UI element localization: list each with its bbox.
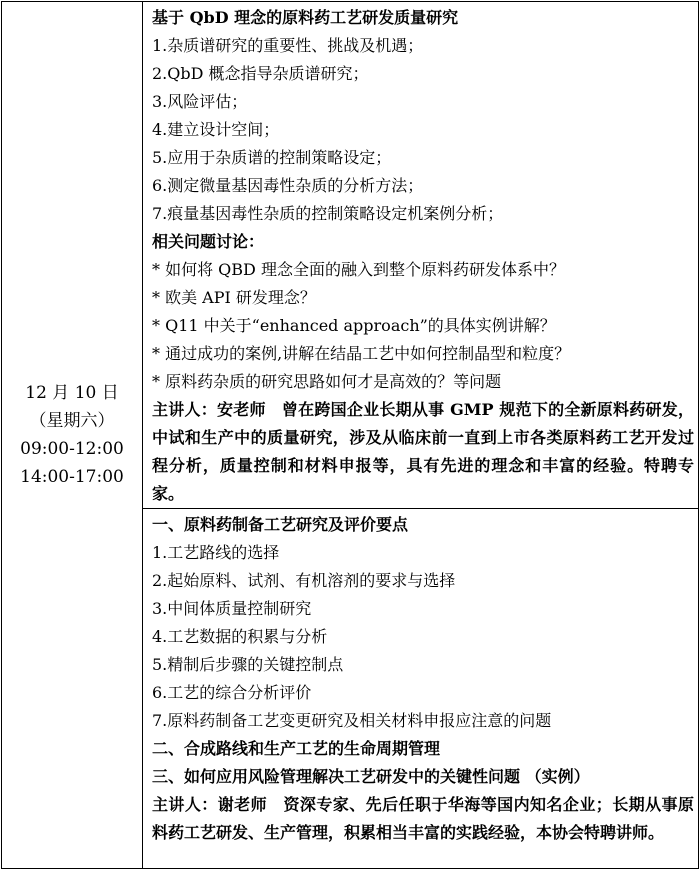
session-date: 12 月 10 日 [25, 383, 119, 403]
speaker-intro-2: 主讲人：谢老师 资深专家、先后任职于华海等国内知名企业；长期从事原料药工艺研发、生产管理，积累相当丰富的实践经验，本协会特聘讲师。 [152, 795, 694, 842]
session-2-item: 2.起始原料、试剂、有机溶剂的要求与选择 [152, 571, 456, 590]
session-2-item: 6.工艺的综合分析评价 [152, 683, 312, 702]
session-1-item: 6.测定微量基因毒性杂质的分析方法； [152, 176, 424, 195]
session-1-item: 5.应用于杂质谱的控制策略设定； [152, 148, 392, 167]
session-2-item: 3.中间体质量控制研究 [152, 599, 312, 618]
date-cell [2, 2, 143, 869]
session-1-item: 1.杂质谱研究的重要性、挑战及机遇； [152, 36, 424, 55]
discussion-item: * 通过成功的案例,讲解在结晶工艺中如何控制晶型和粒度？ [152, 344, 571, 363]
session-row-1 [2, 2, 699, 509]
session-2-item: 4.工艺数据的积累与分析 [152, 627, 328, 646]
session-time-afternoon: 14:00-17:00 [20, 467, 124, 487]
session-2-heading-3: 三、如何应用风险管理解决工艺研发中的关键性问题 （实例） [152, 767, 590, 786]
session-2-item: 7.原料药制备工艺变更研究及相关材料申报应注意的问题 [152, 711, 552, 730]
session-1-content [143, 2, 699, 509]
discussion-item: * 欧美 API 研发理念？ [152, 288, 316, 307]
session-1-item: 7.痕量基因毒性杂质的控制策略设定机案例分析； [152, 204, 504, 223]
session-1-item: 4.建立设计空间； [152, 120, 280, 139]
schedule-table [1, 1, 699, 869]
discussion-item: * 如何将 QBD 理念全面的融入到整个原料药研发体系中？ [152, 260, 565, 279]
session-2-heading-1: 一、原料药制备工艺研究及评价要点 [152, 515, 409, 534]
session-1-item: 2.QbD 概念指导杂质谱研究； [152, 64, 369, 83]
session-2-item: 1.工艺路线的选择 [152, 543, 280, 562]
session-time-morning: 09:00-12:00 [20, 439, 124, 459]
session-weekday: （星期六） [29, 411, 115, 431]
discussion-item: * Q11 中关于“enhanced approach”的具体实例讲解？ [152, 316, 556, 335]
discussion-title: 相关问题讨论： [152, 232, 265, 251]
session-2-item: 5.精制后步骤的关键控制点 [152, 655, 344, 674]
speaker-intro-1: 主讲人：安老师 曾在跨国企业长期从事 GMP 规范下的全新原料药研发，中试和生产中的质量研究，涉及从临床前一直到上市各类原料药工艺开发过程分析，质量控制和材料申报等，具有先进的理念和丰富的经验。特聘专家。 [152, 400, 694, 503]
session-1-item: 3.风险评估； [152, 92, 248, 111]
discussion-item: * 原料药杂质的研究思路如何才是高效的？等问题 [152, 372, 502, 391]
session-2-heading-2: 二、合成路线和生产工艺的生命周期管理 [152, 739, 441, 758]
session-2-content [143, 509, 699, 869]
session-1-title: 基于 QbD 理念的原料药工艺研发质量研究 [152, 8, 459, 27]
